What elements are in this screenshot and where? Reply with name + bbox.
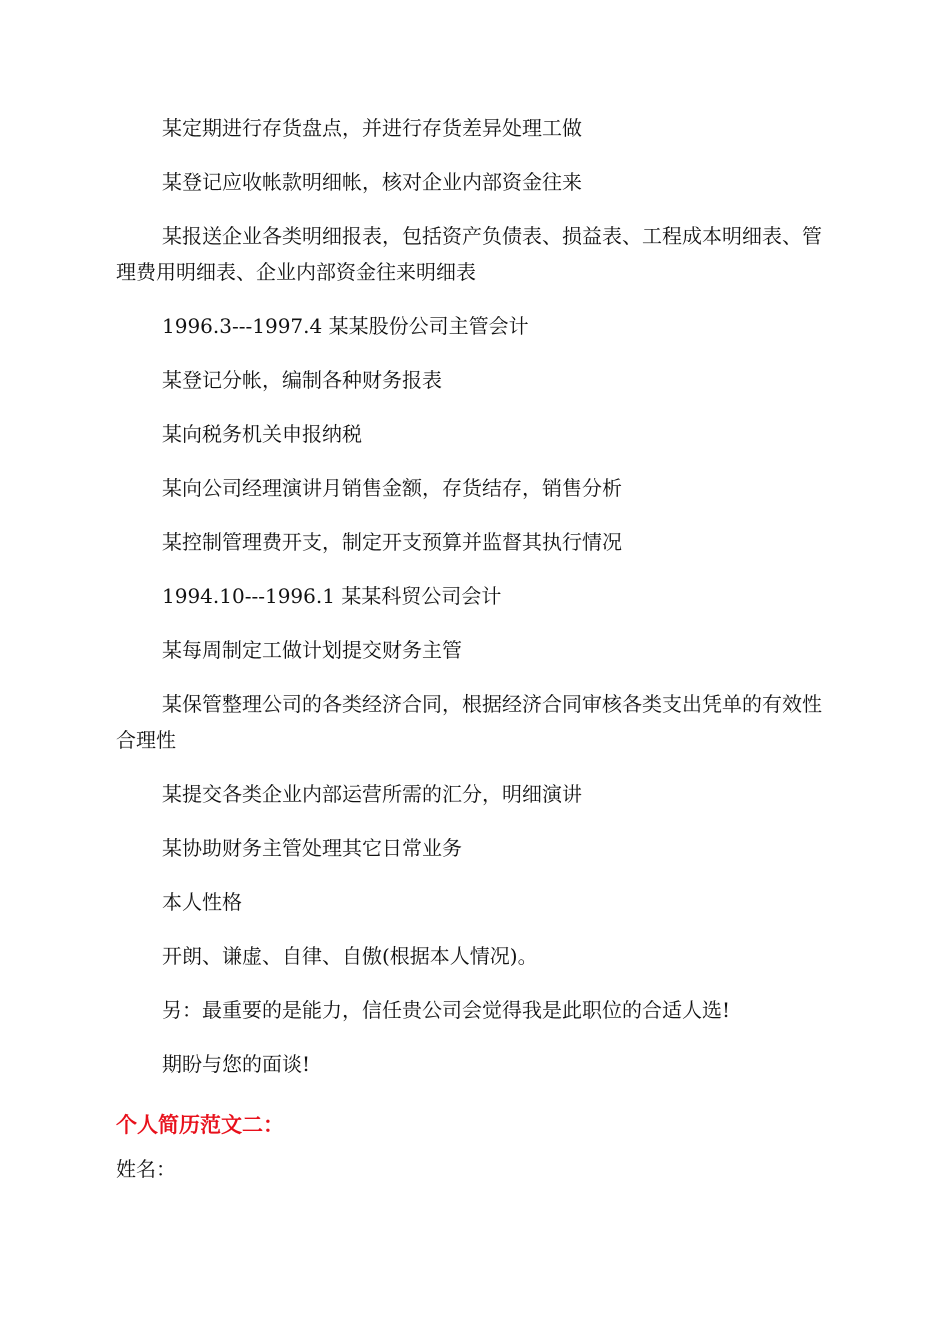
paragraph-internal-reports: 某提交各类企业内部运营所需的汇分，明细演讲 [162,782,582,806]
paragraph-interview-request: 期盼与您的面谈! [162,1052,311,1076]
name-field-label: 姓名： [116,1157,176,1181]
paragraph-receivables-ledger: 某登记应收帐款明细帐，核对企业内部资金往来 [162,170,582,194]
paragraph-contract-review: 某保管整理公司的各类经济合同，根据经济合同审核各类支出凭单的有效性合理性 [116,692,822,752]
paragraph-sales-report: 某向公司经理演讲月销售金额，存货结存，销售分析 [162,476,622,500]
paragraph-closing-statement: 另：最重要的是能力，信任贵公司会觉得我是此职位的合适人选! [162,998,731,1022]
paragraph-personality-traits: 开朗、谦虚、自律、自傲(根据本人情况)。 [162,944,538,968]
paragraph-ledger-reports: 某登记分帐，编制各种财务报表 [162,368,442,392]
paragraph-job-period-1: 1996.3---1997.4 某某股份公司主管会计 [162,314,529,338]
paragraph-weekly-plan: 某每周制定工做计划提交财务主管 [162,638,462,662]
paragraph-daily-assist: 某协助财务主管处理其它日常业务 [162,836,462,860]
paragraph-expense-control: 某控制管理费开支，制定开支预算并监督其执行情况 [162,530,622,554]
section-heading: 个人简历范文二： [116,1113,284,1137]
paragraph-personality-heading: 本人性格 [162,890,242,914]
paragraph-tax-filing: 某向税务机关申报纳税 [162,422,362,446]
paragraph-detail-reports: 某报送企业各类明细报表，包括资产负债表、损益表、工程成本明细表、管理费用明细表、企业内部资金往来明细表 [116,224,822,284]
paragraph-job-period-2: 1994.10---1996.1 某某科贸公司会计 [162,584,502,608]
paragraph-inventory-count: 某定期进行存货盘点，并进行存货差异处理工做 [162,116,582,140]
document-content [116,110,836,1186]
